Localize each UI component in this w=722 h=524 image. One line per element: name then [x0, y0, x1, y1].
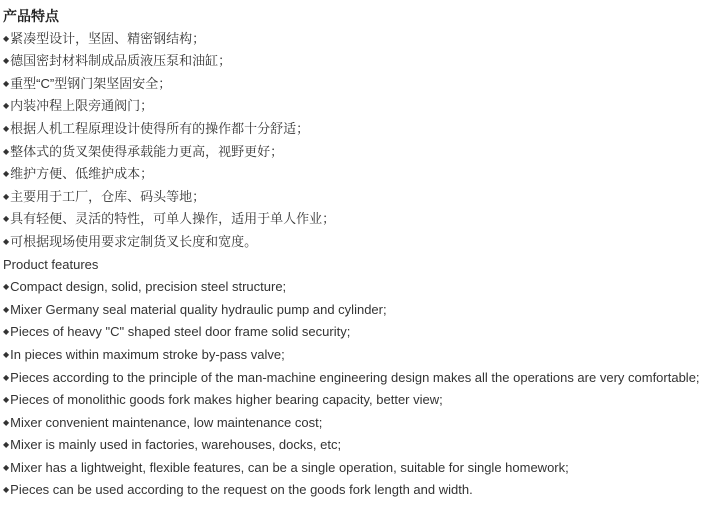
diamond-bullet-icon: ◆: [3, 101, 10, 111]
cn-feature-item: [3, 163, 705, 186]
en-feature-item: [3, 344, 705, 367]
diamond-bullet-icon: ◆: [3, 462, 10, 472]
cn-feature-item: [3, 73, 705, 96]
cn-feature-item: [3, 186, 705, 209]
en-feature-item: [3, 389, 705, 412]
cn-feature-item: [3, 28, 705, 51]
diamond-bullet-icon: ◆: [3, 78, 10, 88]
en-feature-text: Mixer Germany seal material quality hydraulic pump and cylinder;: [10, 301, 387, 317]
en-feature-item: [3, 276, 705, 299]
en-feature-text: Pieces according to the principle of the man-machine engineering design makes all the operations are very comfortable;: [10, 369, 700, 385]
en-feature-text: Pieces of monolithic goods fork makes higher bearing capacity, better view;: [10, 392, 443, 408]
diamond-bullet-icon: ◆: [3, 372, 10, 382]
diamond-bullet-icon: ◆: [3, 282, 10, 292]
diamond-bullet-icon: ◆: [3, 236, 10, 246]
diamond-bullet-icon: ◆: [3, 33, 10, 43]
diamond-bullet-icon: ◆: [3, 349, 10, 359]
cn-feature-text: 内装冲程上限旁通阀门；: [10, 98, 154, 114]
diamond-bullet-icon: ◆: [3, 169, 10, 179]
diamond-bullet-icon: ◆: [3, 485, 10, 495]
diamond-bullet-icon: ◆: [3, 123, 10, 133]
diamond-bullet-icon: ◆: [3, 191, 10, 201]
diamond-bullet-icon: ◆: [3, 395, 10, 405]
cn-feature-text: 德国密封材料制成品质液压泵和油缸；: [10, 53, 232, 69]
cn-feature-item: [3, 231, 705, 254]
diamond-bullet-icon: ◆: [3, 327, 10, 337]
en-section-heading: Product features: [3, 256, 99, 272]
en-feature-text: Mixer is mainly used in factories, warehouses, docks, etc;: [10, 437, 342, 453]
cn-feature-item: [3, 118, 705, 141]
en-feature-text: Pieces can be used according to the request on the goods fork length and width.: [10, 482, 473, 498]
diamond-bullet-icon: ◆: [3, 304, 10, 314]
cn-feature-text: 根据人机工程原理设计使得所有的操作都十分舒适；: [10, 120, 310, 136]
en-feature-item: [3, 321, 705, 344]
en-feature-item: [3, 412, 705, 435]
cn-feature-text: 维护方便、低维护成本；: [10, 166, 154, 182]
cn-feature-text: 紧凑型设计，坚固、精密钢结构；: [10, 30, 206, 46]
en-feature-item: [3, 479, 705, 502]
cn-feature-text: 重型“C”型钢门架坚固安全；: [10, 75, 172, 91]
diamond-bullet-icon: ◆: [3, 417, 10, 427]
en-feature-text: Pieces of heavy "C" shaped steel door frame solid security;: [10, 324, 351, 340]
diamond-bullet-icon: ◆: [3, 214, 10, 224]
cn-feature-item: [3, 208, 705, 231]
en-feature-item: [3, 457, 705, 480]
diamond-bullet-icon: ◆: [3, 56, 10, 66]
en-feature-item: [3, 367, 705, 390]
cn-feature-item: [3, 95, 705, 118]
cn-feature-text: 整体式的货叉架使得承载能力更高，视野更好；: [10, 143, 284, 159]
diamond-bullet-icon: ◆: [3, 440, 10, 450]
en-feature-text: In pieces within maximum stroke by-pass valve;: [10, 346, 285, 362]
en-feature-text: Mixer has a lightweight, flexible features, can be a single operation, suitable for single homework;: [10, 459, 569, 475]
cn-feature-text: 可根据现场使用要求定制货叉长度和宽度。: [10, 233, 258, 249]
en-feature-text: Mixer convenient maintenance, low maintenance cost;: [10, 414, 323, 430]
en-feature-text: Compact design, solid, precision steel structure;: [10, 279, 287, 295]
diamond-bullet-icon: ◆: [3, 146, 10, 156]
cn-feature-item: [3, 50, 705, 73]
cn-feature-item: [3, 141, 705, 164]
cn-section-heading: 产品特点: [3, 8, 59, 24]
cn-feature-text: 主要用于工厂，仓库、码头等地；: [10, 188, 206, 204]
en-feature-item: [3, 434, 705, 457]
cn-feature-text: 具有轻便、灵活的特性，可单人操作，适用于单人作业；: [10, 211, 336, 227]
product-features-document: [3, 5, 705, 502]
en-feature-item: [3, 299, 705, 322]
